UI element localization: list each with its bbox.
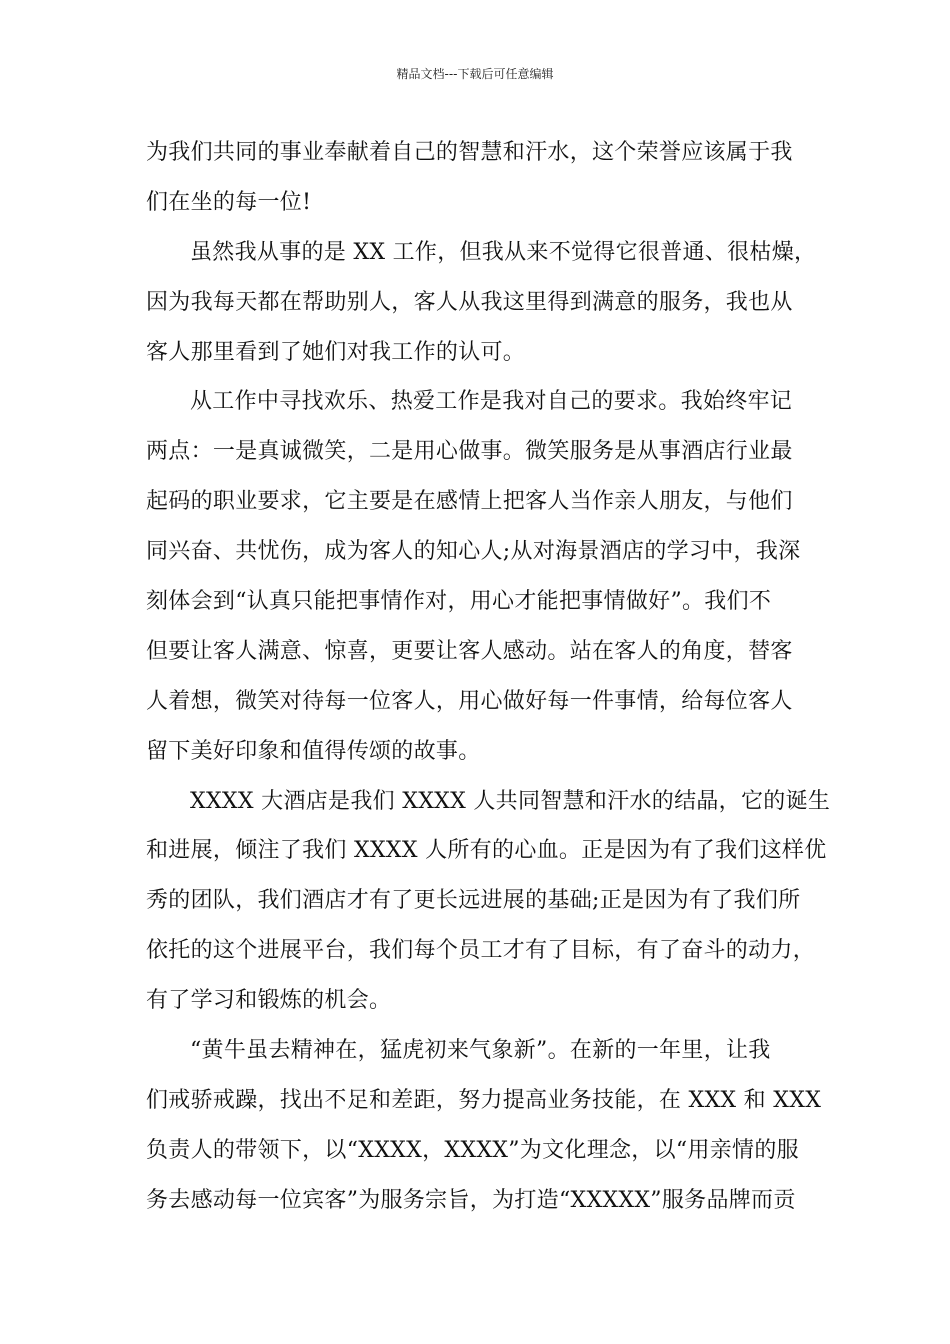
text-line: 两点：一是真诚微笑，二是用心做事。微笑服务是从事酒店行业最 [146,439,793,465]
text-line: 刻体会到“认真只能把事情作对，用心才能把事情做好”。我们不 [146,589,772,615]
text-line: 但要让客人满意、惊喜，更要让客人感动。站在客人的角度，替客 [146,638,793,664]
paragraph-start-line: 从工作中寻找欢乐、热爱工作是我对自己的要求。我始终牢记 [190,389,793,415]
text-line: 们戒骄戒躁，找出不足和差距，努力提高业务技能，在 XXX 和 XXX [146,1087,822,1113]
text-line: 秀的团队，我们酒店才有了更长远进展的基础;正是因为有了我们所 [146,888,801,914]
text-line: 同兴奋、共忧伤，成为客人的知心人;从对海景酒店的学习中，我深 [146,539,801,565]
text-line: 和进展，倾注了我们 XXXX 人所有的心血。正是因为有了我们这样优 [146,838,827,864]
text-line: 务去感动每一位宾客”为服务宗旨，为打造“XXXXX”服务品牌而贡 [146,1187,796,1213]
page-header: 精品文档---下载后可任意编辑 [396,67,554,81]
text-line: 为我们共同的事业奉献着自己的智慧和汗水，这个荣誉应该属于我 [146,140,793,165]
paragraph-start-line: XXXX 大酒店是我们 XXXX 人共同智慧和汗水的结晶，它的诞生 [190,788,831,814]
text-line: 人着想，微笑对待每一位客人，用心做好每一件事情，给每位客人 [146,688,793,714]
text-line: 因为我每天都在帮助别人，客人从我这里得到满意的服务，我也从 [146,289,793,315]
paragraph-start-line: 虽然我从事的是 XX 工作，但我从来不觉得它很普通、很枯燥， [190,239,817,265]
text-line: 负责人的带领下，以“XXXX，XXXX”为文化理念，以“用亲情的服 [146,1137,799,1163]
text-line: 们在坐的每一位! [146,189,312,215]
document-body [146,128,831,1226]
text-line: 有了学习和锻炼的机会。 [146,988,392,1014]
text-line: 起码的职业要求，它主要是在感情上把客人当作亲人朋友，与他们 [146,489,793,515]
text-line: 留下美好印象和值得传颂的故事。 [146,738,481,764]
paragraph-start-line: “黄牛虽去精神在，猛虎初来气象新”。在新的一年里，让我 [190,1038,771,1064]
text-line: 客人那里看到了她们对我工作的认可。 [146,339,526,365]
text-line: 依托的这个进展平台，我们每个员工才有了目标，有了奋斗的动力， [146,938,816,964]
